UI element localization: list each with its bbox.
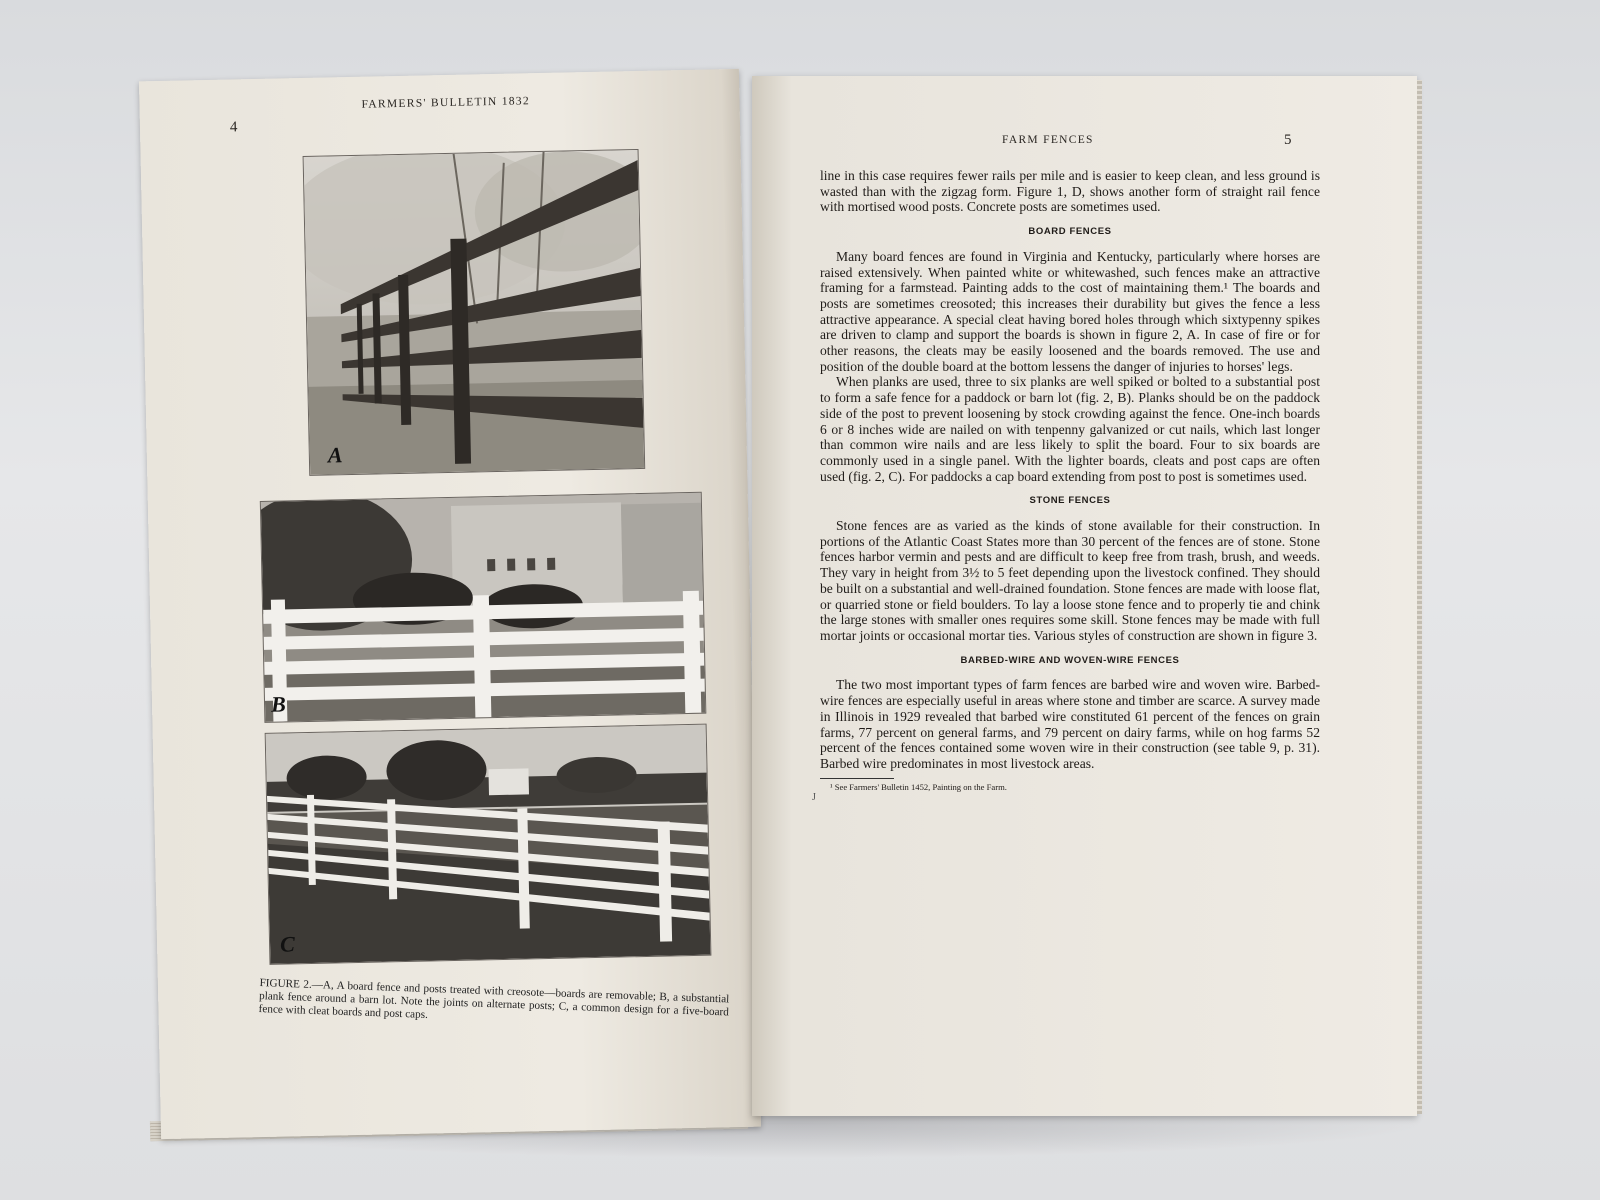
photo-a-board-fence [303,149,646,476]
photo-b-plank-fence [260,492,707,723]
left-page [139,69,761,1139]
intro-paragraph: line in this case requires fewer rails per mile and is easier to keep clean, and less ground is wasted than with the zigzag form. Figure 1, D, shows another form of straight rail fence with mortised wood posts. Concrete posts are sometimes used. [820,168,1320,215]
photo-b-label: B [270,691,287,717]
photo-c-label: C [279,931,296,957]
photo-a-image [304,150,645,475]
right-page-number: 5 [1284,132,1292,148]
footnote-rule [820,778,894,779]
stone-fences-paragraph: Stone fences are as varied as the kinds of stone available for their construction. In portions of the Atlantic Coast States more than 30 percent of the fences are of stone. Stone fences harbor vermin and pests and are difficult to keep free from trash, brush, and weeds. They vary in height from 3½ to 5 feet depending upon the livestock confined. They should be built on a substantial and well-drained foundation. Stone fences are made with loose flat, or quarried stone or field boulders. To lay a loose stone fence and to properly tie and chink the large stones with smaller ones requires some skill. Stone fences may be made with full mortar joints or occasional mortar ties. Various styles of construction are shown in figure 3. [820,518,1320,643]
right-running-head: FARM FENCES [1002,134,1094,146]
footnote: ¹ See Farmers' Bulletin 1452, Painting on the Farm. [830,781,1007,792]
body-text [820,168,1320,793]
right-page-edge [1417,80,1422,1114]
figure-2-caption: FIGURE 2.—A, A board fence and posts treated with creosote—boards are removable; B, a substantial plank fence around a barn lot. Note the joints on alternate posts; C, a common design for a five-board fence with cleat boards and post caps. [258,977,730,1021]
left-page-number: 4 [229,119,238,136]
board-fences-paragraph-1: Many board fences are found in Virginia and Kentucky, particularly where horses are raised extensively. When painted white or whitewashed, such fences make an attractive framing for a farmstead. Painting adds to the cost of maintaining them.¹ The boards and posts are sometimes creosoted; this increases their durability but gives the fence a less attractive appearance. A special cleat having bored holes through which sixtypenny spikes are driven to clamp and support the boards is shown in figure 2, A. In case of fire or for other reasons, the cleats may be easily loosened and the boards removed. The use and position of the double board at the bottom lessens the danger of injuries to horses' legs. [820,248,1320,374]
left-running-head: FARMERS' BULLETIN 1832 [361,95,531,111]
photo-b-image [261,493,706,722]
right-page [752,76,1417,1116]
photo-c-five-board-fence [265,724,712,965]
board-fences-paragraph-2: When planks are used, three to six planks are well spiked or bolted to a substantial post to form a safe fence for a paddock or barn lot (fig. 2, B). Planks should be on the paddock side of the post to prevent loosening by stock crowding against the fence. One-inch boards 6 or 8 inches wide are nailed on with tenpenny galvanized or cut nails, which last longer than common wire nails and are less likely to split the board. Four to six boards are commonly used in a single panel. With the lighter boards, cleats and post caps are often used (fig. 2, C). For paddocks a cap board extending from post to post is sometimes used. [820,374,1320,484]
photo-c-image [266,725,711,964]
wire-fences-paragraph: The two most important types of farm fences are barbed wire and woven wire. Barbed-wire fences are especially useful in areas where stone and timber are scarce. A survey made in Illinois in 1929 revealed that barbed wire constituted 61 percent of the fences on grain farms, 77 percent on general farms, and 79 percent on dairy farms, while on hog farms 52 percent of the fences contained some woven wire in their construction (see table 9, p. 31). Barbed wire predominates in most livestock areas. [820,677,1320,771]
heading-stone-fences: STONE FENCES [1029,495,1111,507]
heading-board-fences: BOARD FENCES [1028,226,1112,238]
heading-barbed-woven-wire-fences: BARBED-WIRE AND WOVEN-WIRE FENCES [960,654,1180,666]
photo-a-label: A [327,442,343,468]
margin-mark: J [812,792,816,803]
